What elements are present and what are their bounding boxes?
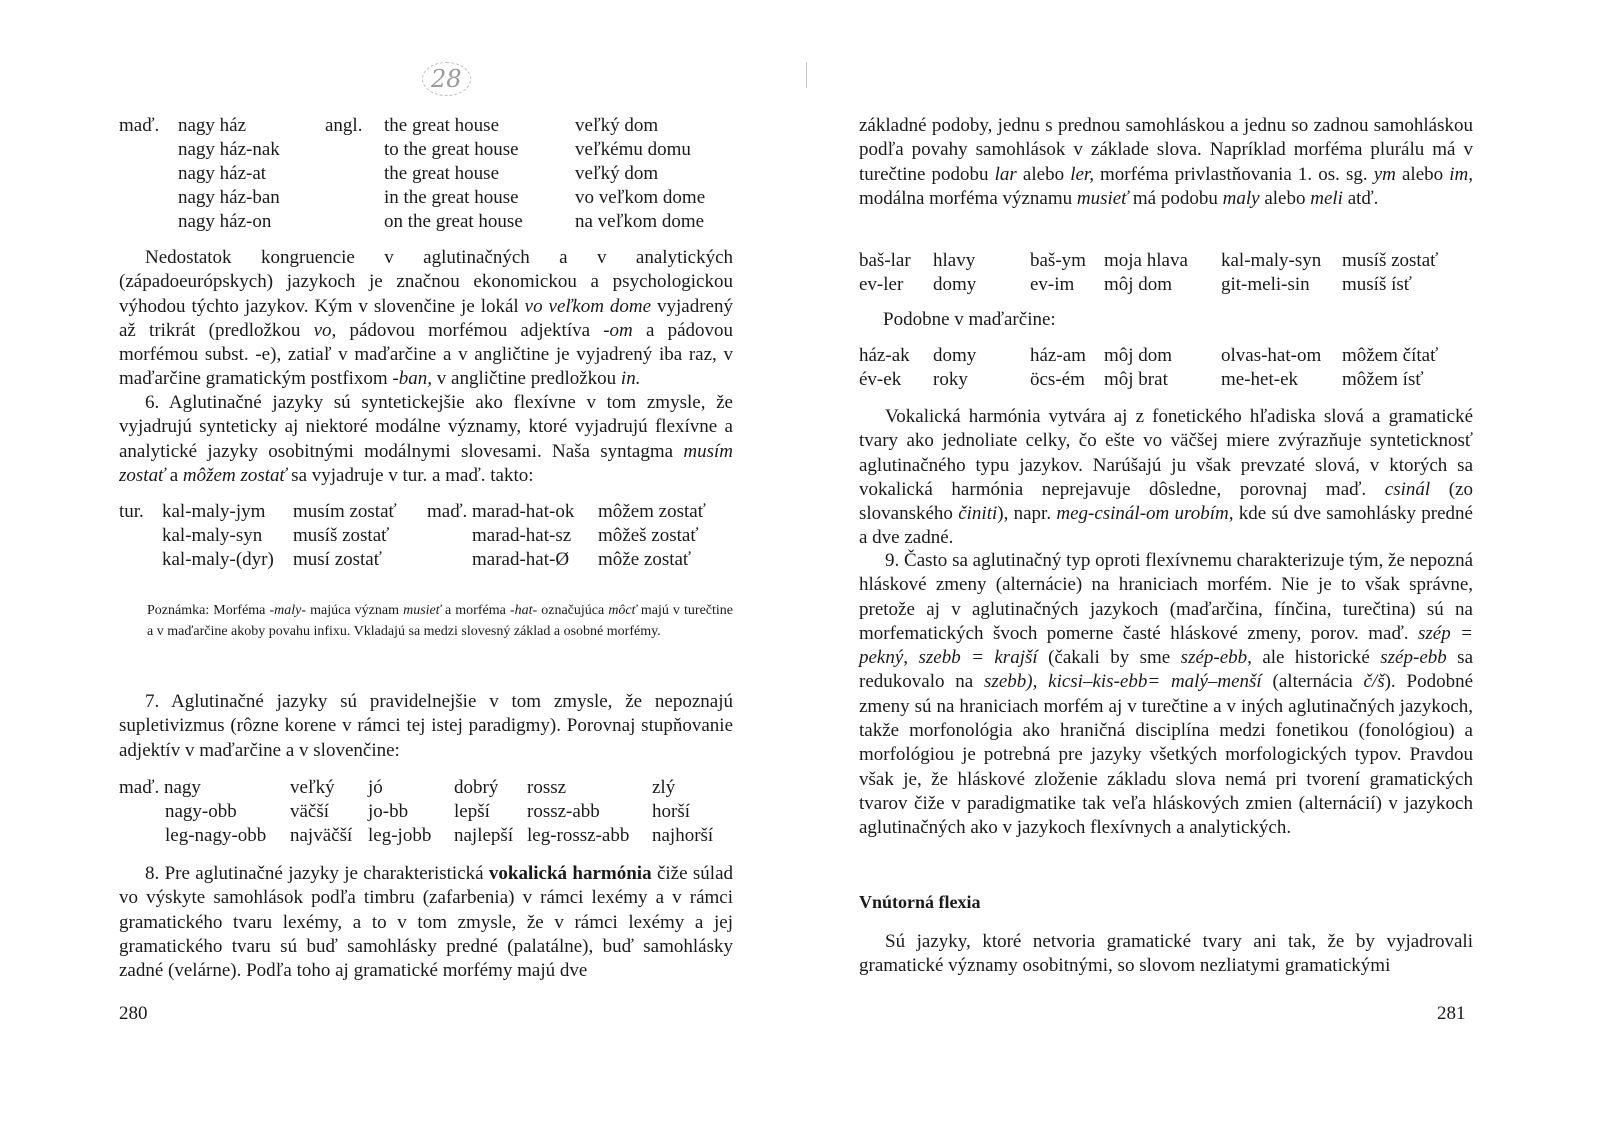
- table-cell: rossz-abb: [527, 801, 600, 822]
- table-cell: tur.: [119, 501, 144, 522]
- paragraph-vowel-harmony-effect: Vokalická harmónia vytvára aj z fonetického hľadiska slová a gramatické tvary ako jednoliate celky, čo ešte vo väčšej miere zvýrazňuje synteticknosť aglutinačného typu jazykov. Narúšajú ju však prevzaté slová, v ktorých sa vokalická harmónia neprejavuje dôsledne, porovnaj maď. csinál (zo slovanského činiti), napr. meg-csinál-om urobím, kde sú dve samohlásky predné a dve zadné.: [859, 406, 1473, 549]
- table-cell: öcs-ém: [1030, 369, 1085, 390]
- table-cell: on the great house: [384, 211, 523, 232]
- table-body: [119, 114, 735, 234]
- table-cell: veľký dom: [575, 115, 659, 136]
- table-cell: the great house: [384, 115, 500, 136]
- table-cell: jo-bb: [368, 801, 409, 822]
- table-row: [859, 249, 1472, 273]
- table-cell: leg-nagy-obb: [165, 825, 267, 846]
- table-cell: maď.: [427, 501, 468, 522]
- table-row: [119, 524, 728, 548]
- table-row: [119, 162, 735, 186]
- table-cell: [325, 186, 384, 210]
- table-cell: [325, 138, 384, 162]
- table-cell: lepší: [454, 801, 490, 822]
- table-body: [859, 344, 1472, 392]
- table-cell: horší: [652, 801, 690, 822]
- table-cell: nagy ház-at: [178, 163, 267, 184]
- table-cell: ev-ler: [859, 274, 904, 295]
- paragraph-8-vowel-harmony: 8. Pre aglutinačné jazyky je charakteristická vokalická harmónia čiže súlad vo výskyte samohlások podľa timbru (zafarbenia) v rámci lexémy a v rámci gramatického tvaru lexémy, a to v tom zmysle, že v rámci lexémy a jej gramatického tvaru sú buď samohlásky predné (palatálne), buď samohlásky zadné (velárne). Podľa toho aj gramatické morfémy majú dve: [119, 863, 733, 982]
- table-row: [119, 138, 735, 162]
- table-cell: najväčší: [290, 825, 353, 846]
- table-cell: marad-hat-ok: [472, 501, 575, 522]
- table-cell: [427, 548, 472, 572]
- table-cell: ház-am: [1030, 345, 1086, 366]
- table-row: [119, 824, 742, 848]
- table-cell: kal-maly-(dyr): [162, 549, 274, 570]
- table-cell: vo veľkom dome: [575, 187, 706, 208]
- table-cell: musíš zostať: [1342, 250, 1439, 271]
- table-row: [119, 500, 728, 524]
- paragraph-congruence: Nedostatok kongruencie v aglutinačných a v analytických (západoeurópskych) jazykoch je značnou ekonomickou a psychologickou výhodou týchto jazykov. Kým v slovenčine je lokál vo veľkom dome vyjadrený až trikrát (predložkou vo, pádovou morfémou adjektíva -om a pádovou morfémou subst. -e), zatiaľ v maďarčine a v angličtine je vyjadrený iba raz, v maďarčine gramatickým postfixom -ban, v angličtine predložkou in.: [119, 247, 734, 390]
- table-cell: kal-maly-syn: [1221, 250, 1322, 271]
- table-cell: nagy ház: [178, 115, 247, 136]
- table-cell: ház-ak: [859, 345, 910, 366]
- table-row: [859, 344, 1472, 368]
- table-cell: nagy ház-nak: [178, 139, 280, 160]
- paragraph-9-alternations: 9. Často sa aglutinačný typ oproti flexívnemu charakterizuje tým, že nepozná hláskové zmeny (alternácie) na hraniciach morfém. Nie je to však správne, pretože aj v aglutinačných jazykoch (maďarčina, fínčina, turečtina) sú na morfematických švoch pomerne časté hláskové zmeny, porov. maď. szép = pekný, szebb = krajší (čakali by sme szép-ebb, ale historické szép-ebb sa redukovalo na szebb), kicsi–kis-ebb= malý–menší (alternácia č/š). Podobné zmeny sú na hraniciach morfém aj v turečtine a v iných aglutinačných jazykoch, takže morfonológia ako hraničná disciplína medzi fonetikou (fonológiou) a morfológiou je potrebná pre jazyky všetkých morfologických typov. Pravdou však je, že hláskové zloženie základu slova nemá pri tvorení gramatických tvarov čiže v paradigmatike tak veľa hláskových zmien (alternácií) v jazykoch aglutinačných ako v jazykoch flexívnych a analytických.: [859, 550, 1474, 839]
- table-body: [119, 776, 742, 848]
- table-cell: musí zostať: [293, 549, 382, 570]
- table-cell: na veľkom dome: [575, 211, 705, 232]
- turkish-hungarian-modal-table: [119, 500, 728, 572]
- table-cell: baš-ym: [1030, 250, 1086, 271]
- table-row: [859, 273, 1472, 297]
- table-cell: väčší: [290, 801, 330, 822]
- table-cell: veľkému domu: [575, 139, 691, 160]
- table-cell: [119, 138, 178, 162]
- table-cell: maď. nagy: [119, 777, 201, 798]
- table-row: [119, 186, 735, 210]
- table-cell: [325, 210, 384, 234]
- hungarian-english-case-table: [119, 114, 735, 234]
- table-cell: jó: [368, 777, 383, 798]
- table-row: [119, 800, 742, 824]
- table-cell: kal-maly-syn: [162, 525, 263, 546]
- section-heading: Vnútorná flexia: [859, 892, 981, 912]
- footnote: Poznámka: Morféma -maly- majúca význam musieť a morféma -hat- označujúca môcť majú v turečtine a v maďarčine akoby povahu infixu. Vkladajú sa medzi slovesný základ a osobné morfémy.: [147, 603, 734, 639]
- table-cell: [427, 524, 472, 548]
- table-cell: moja hlava: [1104, 250, 1188, 271]
- table-cell: nagy ház-ban: [178, 187, 280, 208]
- table-cell: musíš zostať: [293, 525, 390, 546]
- table-cell: zlý: [652, 777, 676, 798]
- table-cell: domy: [933, 345, 977, 366]
- table-cell: [119, 524, 162, 548]
- table-cell: [325, 162, 384, 186]
- table-cell: dobrý: [454, 777, 499, 798]
- table-cell: [119, 186, 178, 210]
- paragraph-internal-flexion: Sú jazyky, ktoré netvoria gramatické tvary ani tak, že by vyjadrovali gramatické významy osobitnými, so slovom nezliatymi gramatickými: [859, 931, 1473, 977]
- table-row: [119, 210, 735, 234]
- table-cell: najlepší: [454, 825, 514, 846]
- table-cell: musím zostať: [293, 501, 397, 522]
- table-cell: veľký: [290, 777, 335, 798]
- table-cell: to the great house: [384, 139, 519, 160]
- table-cell: najhorší: [652, 825, 714, 846]
- table-cell: baš-lar: [859, 250, 911, 271]
- paragraph-7-regular: 7. Aglutinačné jazyky sú pravidelnejšie v tom zmysle, že nepoznajú supletivizmus (rôzne korene v rámci tej istej paradigmy). Porovnaj stupňovanie adjektív v maďarčine a v slovenčine:: [119, 691, 733, 761]
- table-cell: [119, 210, 178, 234]
- table-cell: veľký dom: [575, 163, 659, 184]
- table-cell: olvas-hat-om: [1221, 345, 1322, 366]
- table-cell: môj dom: [1104, 274, 1173, 295]
- table-cell: roky: [933, 369, 968, 390]
- table-cell: marad-hat-Ø: [472, 549, 570, 570]
- table-cell: musíš ísť: [1342, 274, 1412, 295]
- table-cell: môžeš zostať: [598, 525, 699, 546]
- table-row: [119, 114, 735, 138]
- table-cell: domy: [933, 274, 977, 295]
- table-cell: maď.: [119, 115, 160, 136]
- table-cell: in the great house: [384, 187, 519, 208]
- table-cell: môžem zostať: [598, 501, 706, 522]
- table-cell: môj brat: [1104, 369, 1168, 390]
- podobne-label: Podobne v maďarčine:: [883, 309, 1056, 330]
- table-cell: [119, 162, 178, 186]
- table-cell: angl.: [325, 115, 363, 136]
- table-cell: hlavy: [933, 250, 976, 271]
- table-cell: ev-im: [1030, 274, 1075, 295]
- table-cell: rossz: [527, 777, 567, 798]
- handwritten-page-mark: 28: [422, 62, 471, 96]
- table-cell: leg-jobb: [368, 825, 432, 846]
- page-number: 280: [119, 1003, 148, 1024]
- paragraph-basic-forms: základné podoby, jednu s prednou samohláskou a jednu so zadnou samohláskou podľa povahy samohlások v základe slova. Napríklad morféma plurálu má v turečtine podobu lar alebo ler, morféma privlastňovania 1. os. sg. ym alebo im, modálna morféma významu musieť má podobu maly alebo meli atď.: [859, 115, 1473, 209]
- table-body: [859, 249, 1472, 297]
- table-cell: év-ek: [859, 369, 902, 390]
- table-cell: the great house: [384, 163, 500, 184]
- table-cell: marad-hat-sz: [472, 525, 572, 546]
- hungarian-examples-table: [859, 344, 1472, 392]
- table-body: [119, 500, 728, 572]
- table-row: [119, 548, 728, 572]
- table-cell: môžem ísť: [1342, 369, 1424, 390]
- table-cell: nagy ház-on: [178, 211, 272, 232]
- paragraph-6-synthetic: 6. Aglutinačné jazyky sú syntetickejšie ako flexívne v tom zmysle, že vyjadrujú synteticky aj niektoré modálne významy, ktoré vyjadrujú flexívne a analytické jazyky osobitnými modálnymi slovesami. Naša syntagma musím zostať a môžem zostať sa vyjadruje v tur. a maď. takto:: [119, 392, 733, 486]
- right-page: [800, 0, 1600, 1133]
- table-cell: me-het-ek: [1221, 369, 1299, 390]
- adjective-comparison-table: [119, 776, 742, 848]
- table-cell: nagy-obb: [165, 801, 237, 822]
- table-cell: [119, 548, 162, 572]
- table-row: [859, 368, 1472, 392]
- page-number: 281: [1437, 1003, 1466, 1024]
- table-cell: môže zostať: [598, 549, 692, 570]
- table-row: [119, 776, 742, 800]
- table-cell: git-meli-sin: [1221, 274, 1310, 295]
- table-cell: môj dom: [1104, 345, 1173, 366]
- table-cell: môžem čítať: [1342, 345, 1439, 366]
- turkish-examples-table: [859, 249, 1472, 297]
- table-cell: leg-rossz-abb: [527, 825, 630, 846]
- table-cell: kal-maly-jym: [162, 501, 266, 522]
